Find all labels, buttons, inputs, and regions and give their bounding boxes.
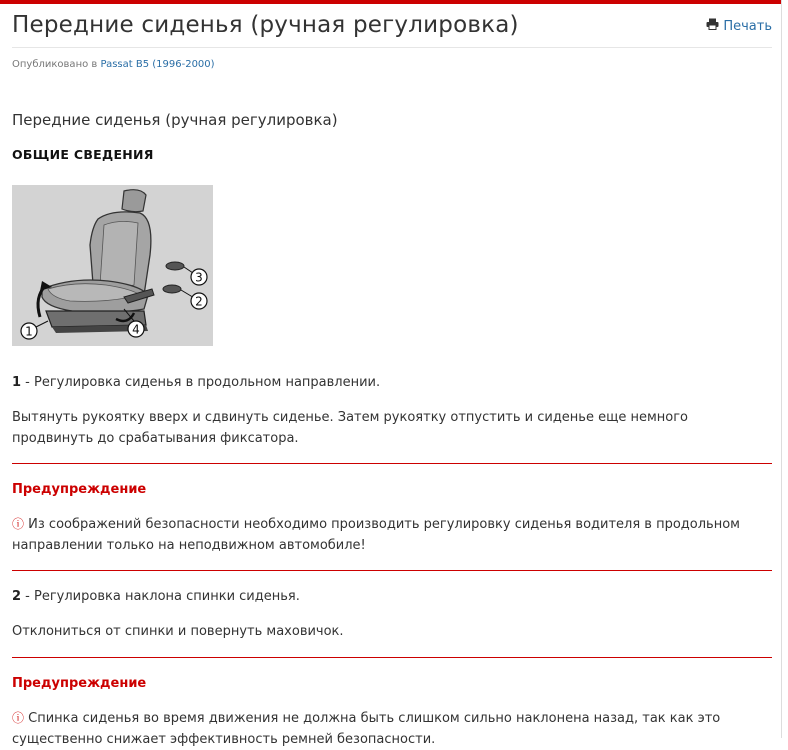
item-1-number: 1 [12, 375, 22, 390]
warning-2-heading: Предупреждение [12, 676, 147, 691]
item-2 [12, 586, 772, 607]
section-heading: ОБЩИЕ СВЕДЕНИЯ [12, 147, 154, 162]
warning-2-divider [12, 657, 772, 658]
published-meta [12, 59, 215, 70]
print-label[interactable]: Печать [723, 18, 772, 34]
info-circle-icon: ⓘ [12, 517, 25, 531]
scrollbar-edge [781, 0, 788, 738]
warning-1-divider [12, 463, 772, 464]
item-2-description: Отклониться от спинки и повернуть маховичок. [12, 624, 344, 639]
warning-1-text: Из соображений безопасности необходимо производить регулировку сиденья водителя в продольном направлении только на неподвижном автомобиле! [12, 517, 740, 553]
item-2-number: 2 [12, 589, 22, 604]
warning-1-body [12, 514, 772, 556]
article-subtitle: Передние сиденья (ручная регулировка) [12, 111, 338, 129]
warning-2-body [12, 708, 772, 750]
item-2-text: - Регулировка наклона спинки сиденья. [21, 589, 300, 604]
page-title: Передние сиденья (ручная регулировка) [12, 12, 519, 38]
callout-4-label: 4 [132, 322, 140, 337]
item-1 [12, 372, 772, 393]
callout-3 [191, 269, 207, 285]
published-prefix: Опубликовано в [12, 59, 98, 70]
print-button[interactable] [706, 18, 772, 34]
info-circle-icon: ⓘ [12, 711, 25, 725]
category-link[interactable]: Passat B5 (1996-2000) [100, 59, 215, 70]
seat-diagram-image [12, 185, 213, 346]
warning-2-text: Спинка сиденья во время движения не должна быть слишком сильно наклонена назад, так как это существенно снижает эффективность ремней безопасности. [12, 711, 721, 747]
item-1-text: - Регулировка сиденья в продольном направлении. [21, 375, 381, 390]
callout-1-label: 1 [25, 324, 33, 339]
callout-2-label: 2 [195, 294, 203, 309]
printer-icon [706, 18, 719, 34]
callout-2 [191, 293, 207, 309]
title-divider [12, 47, 772, 48]
warning-1-heading: Предупреждение [12, 482, 147, 497]
callout-3-label: 3 [195, 270, 203, 285]
callout-4 [128, 321, 144, 337]
item-1-description: Вытянуть рукоятку вверх и сдвинуть сиденье. Затем рукоятку отпустить и сиденье еще немного продвинуть до срабатывания фиксатора. [12, 410, 689, 446]
warning-1-bottom-divider [12, 570, 772, 571]
top-accent-bar [0, 0, 782, 4]
callout-1 [21, 323, 37, 339]
